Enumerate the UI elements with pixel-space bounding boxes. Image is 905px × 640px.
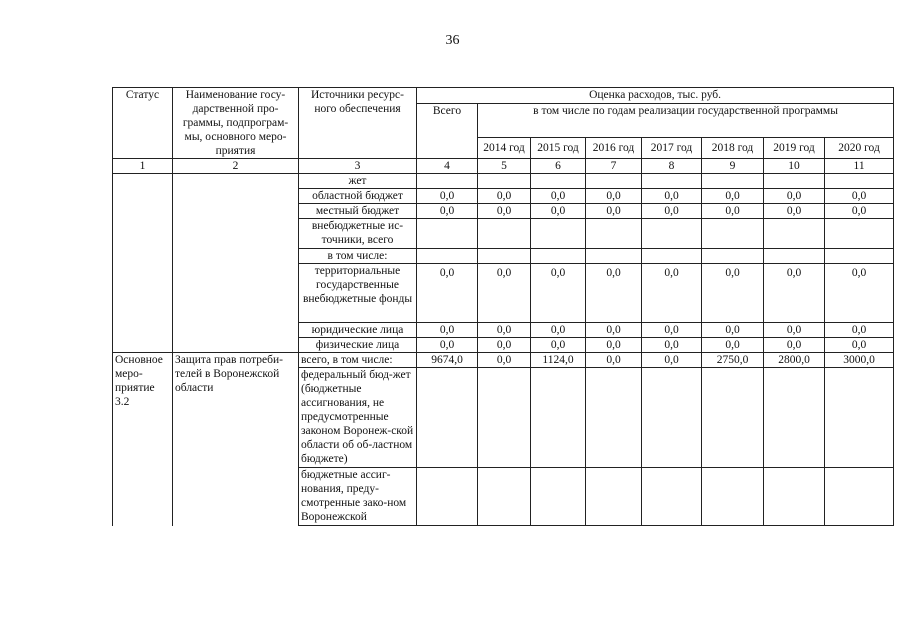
column-number: 2 (173, 159, 299, 174)
value-cell (531, 368, 586, 468)
source-cell: федеральный бюд-жет (бюджетные ассигнования, не предусмотренные законом Воронеж-ской области об об-ластном бюджете) (299, 368, 417, 468)
page-number: 36 (445, 33, 460, 48)
value-cell (586, 219, 642, 249)
status-cell (113, 174, 173, 353)
value-cell: 0,0 (531, 204, 586, 219)
source-cell: всего, в том числе: (299, 353, 417, 368)
column-number: 3 (299, 159, 417, 174)
header-sources: Источники ресурс-ного обеспечения (299, 88, 417, 159)
value-cell (764, 468, 825, 526)
value-cell (764, 368, 825, 468)
source-cell: территориальные государственные внебюджетные фонды (299, 264, 417, 323)
value-cell (478, 219, 531, 249)
header-year: 2016 год (586, 138, 642, 159)
value-cell (825, 468, 894, 526)
value-cell: 0,0 (417, 323, 478, 338)
value-cell (478, 468, 531, 526)
value-cell (478, 249, 531, 264)
value-cell: 0,0 (825, 338, 894, 353)
value-cell: 0,0 (586, 204, 642, 219)
value-cell: 0,0 (417, 204, 478, 219)
name-cell: Защита прав потреби-телей в Воронежской области (173, 353, 299, 526)
header-year: 2017 год (642, 138, 702, 159)
value-cell: 0,0 (764, 204, 825, 219)
source-cell: местный бюджет (299, 204, 417, 219)
value-cell: 0,0 (764, 338, 825, 353)
value-cell: 0,0 (642, 353, 702, 368)
column-number: 7 (586, 159, 642, 174)
value-cell (586, 368, 642, 468)
value-cell (642, 249, 702, 264)
value-cell (642, 468, 702, 526)
header-total: Всего (417, 104, 478, 159)
value-cell (642, 368, 702, 468)
value-cell: 0,0 (478, 189, 531, 204)
value-cell: 0,0 (478, 353, 531, 368)
value-cell (586, 174, 642, 189)
value-cell (642, 219, 702, 249)
value-cell (417, 249, 478, 264)
source-cell: юридические лица (299, 323, 417, 338)
value-cell: 0,0 (702, 338, 764, 353)
header-year: 2019 год (764, 138, 825, 159)
value-cell (586, 249, 642, 264)
budget-table (112, 87, 894, 526)
value-cell: 0,0 (825, 204, 894, 219)
value-cell: 0,0 (642, 264, 702, 323)
name-cell (173, 174, 299, 353)
value-cell: 0,0 (417, 189, 478, 204)
value-cell (417, 174, 478, 189)
value-cell: 0,0 (642, 204, 702, 219)
value-cell (702, 468, 764, 526)
value-cell: 3000,0 (825, 353, 894, 368)
value-cell: 0,0 (764, 264, 825, 323)
value-cell (531, 174, 586, 189)
value-cell: 9674,0 (417, 353, 478, 368)
column-number: 6 (531, 159, 586, 174)
value-cell: 0,0 (478, 338, 531, 353)
header-estimate: Оценка расходов, тыс. руб. (417, 88, 894, 104)
value-cell: 0,0 (702, 323, 764, 338)
header-year: 2014 год (478, 138, 531, 159)
table-row (113, 174, 894, 189)
value-cell (531, 249, 586, 264)
value-cell: 0,0 (825, 264, 894, 323)
value-cell: 0,0 (702, 189, 764, 204)
value-cell: 0,0 (478, 323, 531, 338)
column-number: 11 (825, 159, 894, 174)
value-cell (586, 468, 642, 526)
value-cell: 0,0 (702, 264, 764, 323)
source-cell: физические лица (299, 338, 417, 353)
value-cell: 0,0 (764, 189, 825, 204)
value-cell: 2800,0 (764, 353, 825, 368)
source-cell: областной бюджет (299, 189, 417, 204)
column-number: 5 (478, 159, 531, 174)
source-cell: в том числе: (299, 249, 417, 264)
column-number: 8 (642, 159, 702, 174)
value-cell: 0,0 (478, 204, 531, 219)
value-cell (702, 174, 764, 189)
source-cell: жет (299, 174, 417, 189)
header-year: 2018 год (702, 138, 764, 159)
value-cell (702, 249, 764, 264)
value-cell (417, 219, 478, 249)
value-cell: 0,0 (702, 204, 764, 219)
header-status: Статус (113, 88, 173, 159)
value-cell: 0,0 (586, 323, 642, 338)
value-cell: 0,0 (531, 338, 586, 353)
value-cell (825, 249, 894, 264)
value-cell (417, 368, 478, 468)
source-cell: бюджетные ассиг-нования, преду-смотренные зако-ном Воронежской (299, 468, 417, 526)
value-cell: 0,0 (478, 264, 531, 323)
value-cell: 0,0 (417, 338, 478, 353)
value-cell (478, 368, 531, 468)
value-cell: 0,0 (531, 264, 586, 323)
column-number: 4 (417, 159, 478, 174)
value-cell: 0,0 (417, 264, 478, 323)
value-cell (764, 174, 825, 189)
value-cell (825, 219, 894, 249)
value-cell: 0,0 (586, 338, 642, 353)
value-cell: 0,0 (642, 189, 702, 204)
value-cell: 0,0 (764, 323, 825, 338)
value-cell: 0,0 (531, 323, 586, 338)
value-cell (642, 174, 702, 189)
header-year: 2015 год (531, 138, 586, 159)
status-cell: Основное меро-приятие 3.2 (113, 353, 173, 526)
value-cell: 0,0 (586, 189, 642, 204)
value-cell: 0,0 (825, 189, 894, 204)
value-cell (702, 368, 764, 468)
value-cell: 1124,0 (531, 353, 586, 368)
value-cell: 0,0 (825, 323, 894, 338)
header-by-years: в том числе по годам реализации государственной программы (478, 104, 894, 138)
value-cell: 0,0 (642, 338, 702, 353)
header-name: Наименование госу-дарственной про-граммы, подпрограм-мы, основного меро-приятия (173, 88, 299, 159)
table-row (113, 353, 894, 368)
source-cell: внебюджетные ис-точники, всего (299, 219, 417, 249)
value-cell: 0,0 (642, 323, 702, 338)
value-cell (478, 174, 531, 189)
column-number: 9 (702, 159, 764, 174)
value-cell: 0,0 (586, 353, 642, 368)
value-cell (764, 249, 825, 264)
value-cell (531, 219, 586, 249)
value-cell: 0,0 (586, 264, 642, 323)
column-number: 1 (113, 159, 173, 174)
value-cell (702, 219, 764, 249)
value-cell (531, 468, 586, 526)
value-cell (764, 219, 825, 249)
value-cell (825, 174, 894, 189)
column-number: 10 (764, 159, 825, 174)
value-cell: 2750,0 (702, 353, 764, 368)
value-cell: 0,0 (531, 189, 586, 204)
value-cell (417, 468, 478, 526)
header-year: 2020 год (825, 138, 894, 159)
value-cell (825, 368, 894, 468)
